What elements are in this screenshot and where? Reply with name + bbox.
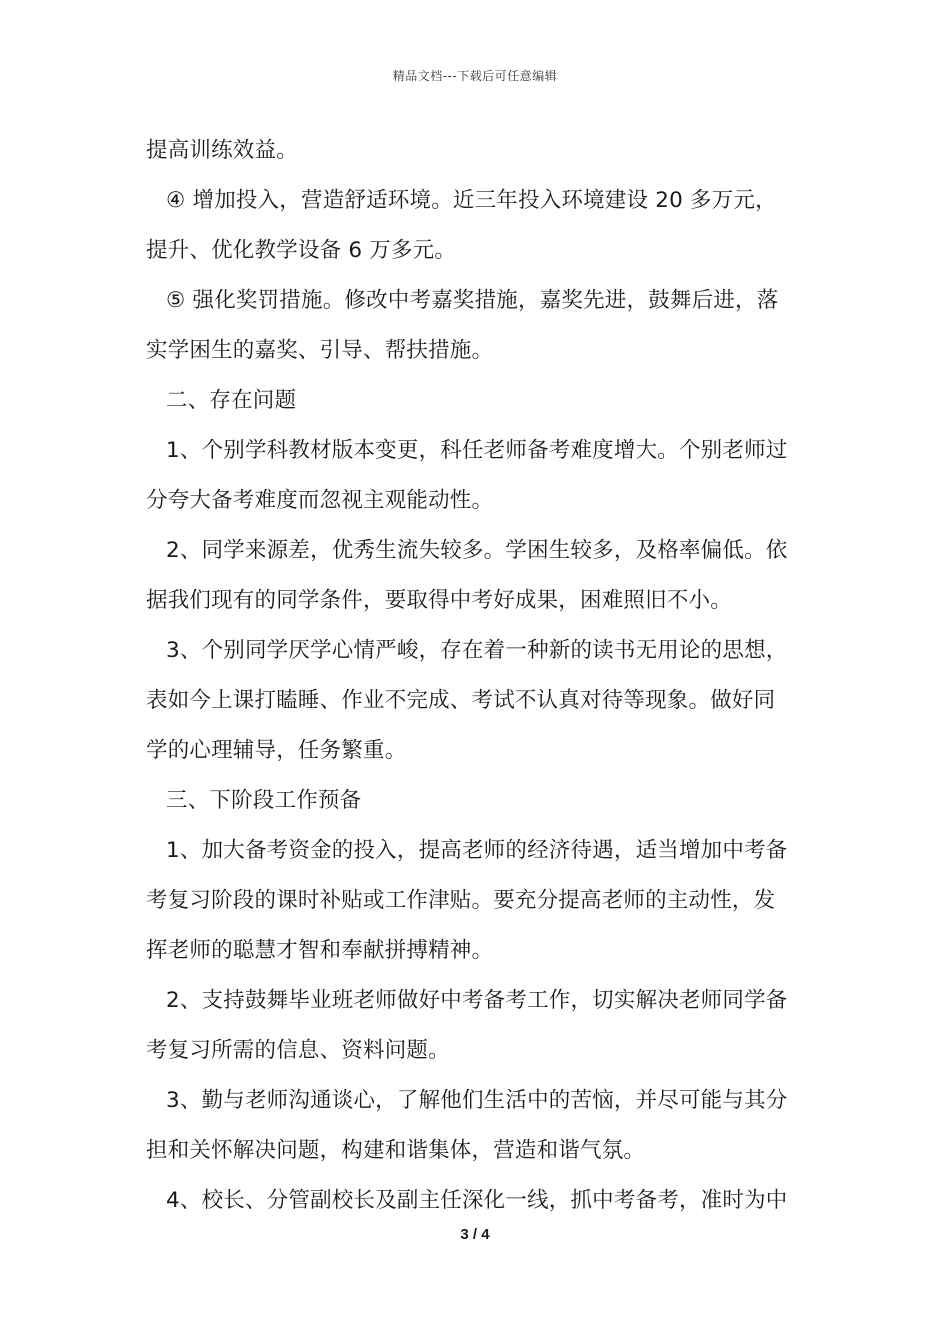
text-line: 分夸大备考难度而忽视主观能动性。 [146, 488, 494, 513]
text-line: 提升、优化教学设备 6 万多元。 [146, 238, 457, 263]
text-line: 挥老师的聪慧才智和奉献拼搏精神。 [146, 938, 494, 963]
document-body [146, 126, 814, 1226]
text-line: 考复习阶段的课时补贴或工作津贴。要充分提高老师的主动性，发 [146, 888, 776, 913]
text-line: 实学困生的嘉奖、引导、帮扶措施。 [146, 338, 494, 363]
text-line: 学的心理辅导，任务繁重。 [146, 738, 407, 763]
text-line: 2、支持鼓舞毕业班老师做好中考备考工作，切实解决老师同学备 [166, 988, 788, 1013]
text-line: 担和关怀解决问题，构建和谐集体，营造和谐气氛。 [146, 1138, 646, 1163]
text-line: ④ 增加投入，营造舒适环境。近三年投入环境建设 20 多万元， [166, 188, 777, 213]
text-line: 据我们现有的同学条件，要取得中考好成果，困难照旧不小。 [146, 588, 732, 613]
text-line: 3、勤与老师沟通谈心，了解他们生活中的苦恼，并尽可能与其分 [166, 1088, 788, 1113]
text-line: 1、加大备考资金的投入，提高老师的经济待遇，适当增加中考备 [166, 838, 788, 863]
text-line: 1、个别学科教材版本变更，科任老师备考难度增大。个别老师过 [166, 438, 788, 463]
text-line: 4、校长、分管副校长及副主任深化一线，抓中考备考，准时为中 [166, 1188, 788, 1213]
text-line: ⑤ 强化奖罚措施。修改中考嘉奖措施，嘉奖先进，鼓舞后进，落 [166, 288, 779, 313]
text-line: 3、个别同学厌学心情严峻，存在着一种新的读书无用论的思想， [166, 638, 788, 663]
text-line: 2、同学来源差，优秀生流失较多。学困生较多，及格率偏低。依 [166, 538, 788, 563]
section-heading: 三、下阶段工作预备 [166, 788, 362, 813]
text-line: 表如今上课打瞌睡、作业不完成、考试不认真对待等现象。做好同 [146, 688, 776, 713]
text-line: 考复习所需的信息、资料问题。 [146, 1038, 450, 1063]
page-number: 3 / 4 [460, 1226, 490, 1243]
page-header: 精品文档---下载后可任意编辑 [392, 69, 558, 83]
text-line: 提高训练效益。 [146, 138, 298, 163]
section-heading: 二、存在问题 [166, 388, 297, 413]
